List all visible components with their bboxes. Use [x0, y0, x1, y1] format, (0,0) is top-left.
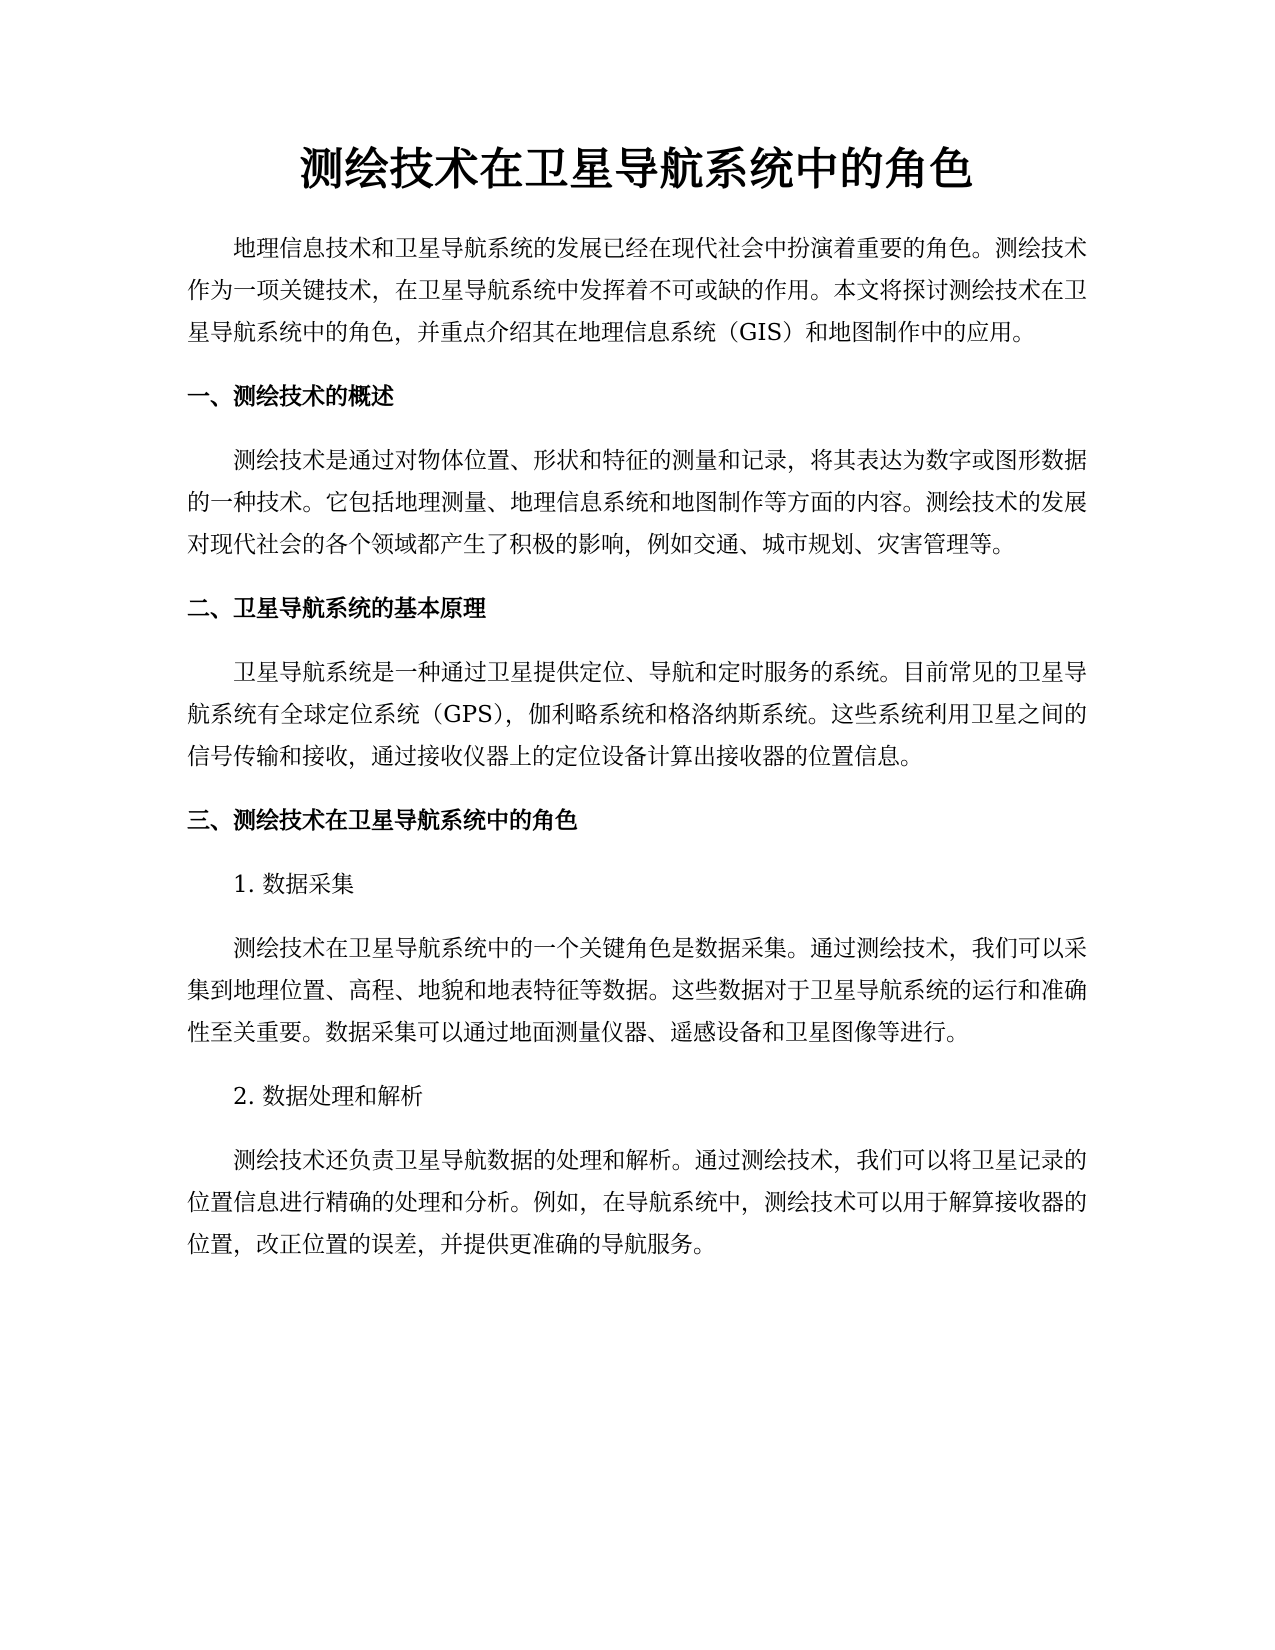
section-paragraph-overview: 测绘技术是通过对物体位置、形状和特征的测量和记录，将其表达为数字或图形数据的一种技术。它包括地理测量、地理信息系统和地图制作等方面的内容。测绘技术的发展对现代社会的各个领域都产生了积极的影响，例如交通、城市规划、灾害管理等。	[187, 448, 1087, 558]
section-heading-principles: 二、卫星导航系统的基本原理	[187, 596, 486, 622]
section-heading-role: 三、测绘技术在卫星导航系统中的角色	[187, 808, 578, 834]
document-title: 测绘技术在卫星导航系统中的角色	[299, 144, 975, 195]
intro-paragraph: 地理信息技术和卫星导航系统的发展已经在现代社会中扮演着重要的角色。测绘技术作为一项关键技术，在卫星导航系统中发挥着不可或缺的作用。本文将探讨测绘技术在卫星导航系统中的角色，并重点介绍其在地理信息系统（GIS）和地图制作中的应用。	[187, 236, 1087, 346]
section-heading-overview: 一、测绘技术的概述	[187, 384, 394, 410]
subsection-title-data-processing: 2. 数据处理和解析	[233, 1084, 424, 1110]
subsection-paragraph-data-processing: 测绘技术还负责卫星导航数据的处理和解析。通过测绘技术，我们可以将卫星记录的位置信息进行精确的处理和分析。例如，在导航系统中，测绘技术可以用于解算接收器的位置，改正位置的误差，并提供更准确的导航服务。	[187, 1148, 1087, 1258]
subsection-title-data-collection: 1. 数据采集	[233, 872, 355, 898]
document-body	[187, 140, 1087, 1288]
section-paragraph-principles: 卫星导航系统是一种通过卫星提供定位、导航和定时服务的系统。目前常见的卫星导航系统有全球定位系统（GPS），伽利略系统和格洛纳斯系统。这些系统利用卫星之间的信号传输和接收，通过接收仪器上的定位设备计算出接收器的位置信息。	[187, 660, 1087, 770]
subsection-paragraph-data-collection: 测绘技术在卫星导航系统中的一个关键角色是数据采集。通过测绘技术，我们可以采集到地理位置、高程、地貌和地表特征等数据。这些数据对于卫星导航系统的运行和准确性至关重要。数据采集可以通过地面测量仪器、遥感设备和卫星图像等进行。	[187, 936, 1087, 1046]
